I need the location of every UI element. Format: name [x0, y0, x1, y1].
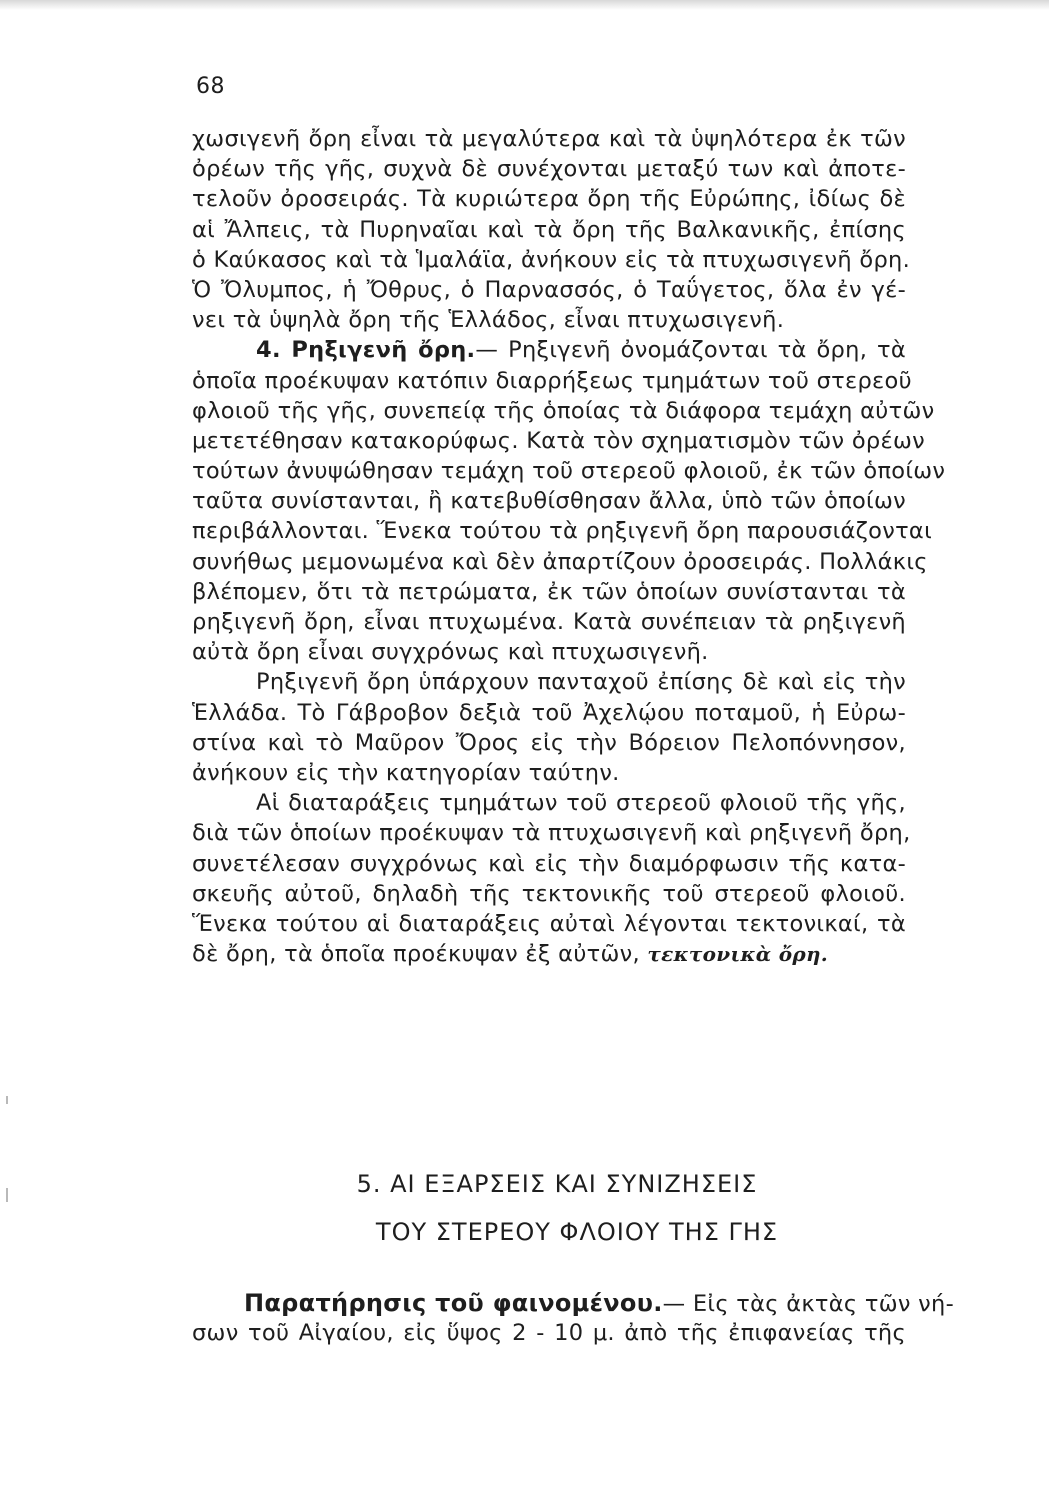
margin-mark: [6, 1096, 8, 1104]
tectonic-mountains-term: τεκτονικὰ ὄρη.: [647, 942, 829, 967]
text-line: τελοῦν ὀροσειράς. Τὰ κυριώτερα ὄρη τῆς Εὐρώπης, ἰδίως δὲ: [192, 186, 906, 213]
text-line: διὰ τῶν ὁποίων προέκυψαν τὰ πτυχωσιγενῆ καὶ ρηξιγενῆ ὄρη,: [192, 820, 911, 847]
text-line: ρηξιγενῆ ὄρη, εἶναι πτυχωμένα. Κατὰ συνέπειαν τὰ ρηξιγενῆ: [192, 609, 906, 635]
text-line: χωσιγενῆ ὄρη εἶναι τὰ μεγαλύτερα καὶ τὰ ὑψηλότερα ἐκ τῶν: [192, 126, 906, 152]
observation-first-line: [192, 1288, 954, 1318]
tectonic-last-line: [192, 939, 906, 969]
text-line: σων τοῦ Αἰγαίου, εἰς ὕψος 2 - 10 μ. ἀπὸ τῆς ἐπιφανείας τῆς: [192, 1320, 906, 1347]
text-line: φλοιοῦ τῆς γῆς, συνεπείᾳ τῆς ὁποίας τὰ διάφορα τεμάχη αὐτῶν: [192, 397, 935, 424]
text-line: αὐτὰ ὄρη εἶναι συγχρόνως καὶ πτυχωσιγενῆ.: [192, 639, 709, 666]
text-line: αἱ Ἄλπεις, τὰ Πυρηναῖαι καὶ τὰ ὄρη τῆς Βαλκανικῆς, ἐπίσης: [192, 216, 906, 243]
text-line: ὁποῖα προέκυψαν κατόπιν διαρρήξεως τμημάτων τοῦ στερεοῦ: [192, 367, 912, 394]
section-4-first-line-rest: — Ρηξιγενῆ ὀνομάζονται τὰ ὄρη, τὰ: [475, 337, 906, 364]
margin-mark: [6, 1188, 8, 1202]
text-line-start: δὲ ὄρη, τὰ ὁποῖα προέκυψαν ἐξ αὐτῶν,: [192, 941, 640, 968]
text-line: συνετέλεσαν συγχρόνως καὶ εἰς τὴν διαμόρφωσιν τῆς κατα-: [192, 850, 906, 877]
text-line: βλέπομεν, ὅτι τὰ πετρώματα, ἐκ τῶν ὁποίων συνίστανται τὰ: [192, 578, 906, 605]
text-line: στίνα καὶ τὸ Μαῦρον Ὄρος εἰς τὴν Βόρειον Πελοπόννησον,: [192, 729, 906, 756]
text-line: ὀρέων τῆς γῆς, συχνὰ δὲ συνέχονται μεταξύ των καὶ ἀποτε-: [192, 156, 906, 183]
scan-edge-shadow: [0, 0, 1049, 10]
observation-first-line-rest: — Εἰς τὰς ἀκτὰς τῶν νή-: [662, 1291, 954, 1317]
text-line: Ἑλλάδα. Τὸ Γάβροβον δεξιὰ τοῦ Ἀχελῴου ποταμοῦ, ἡ Εὐρω-: [192, 699, 906, 726]
section-5-title-line-2: ΤΟΥ ΣΤΕΡΕΟΥ ΦΛΟΙΟΥ ΤΗΣ ΓΗΣ: [375, 1218, 779, 1246]
text-line: Ρηξιγενῆ ὄρη ὑπάρχουν πανταχοῦ ἐπίσης δὲ καὶ εἰς τὴν: [256, 669, 906, 696]
observation-block: [192, 1288, 954, 1348]
page-number: 68: [196, 74, 225, 99]
section-4-heading: 4. Ρηξιγενῆ ὄρη.: [256, 337, 476, 364]
text-line: νει τὰ ὑψηλὰ ὄρη τῆς Ἑλλάδος, εἶναι πτυχωσιγενῆ.: [192, 307, 785, 334]
section-4-first-line: [192, 335, 906, 365]
text-line: τούτων ἀνυψώθησαν τεμάχη τοῦ στερεοῦ φλοιοῦ, ἐκ τῶν ὁποίων: [192, 458, 946, 485]
text-line: Ὁ Ὄλυμπος, ἡ Ὄθρυς, ὁ Παρνασσός, ὁ Ταΰγετος, ὅλα ἐν γέ-: [192, 276, 906, 303]
text-line: μετετέθησαν κατακορύφως. Κατὰ τὸν σχηματισμὸν τῶν ὀρέων: [192, 427, 925, 454]
observation-heading: Παρατήρησις τοῦ φαινομένου.: [244, 1289, 663, 1317]
text-line: ὁ Καύκασος καὶ τὰ Ἱμαλάϊα, ἀνήκουν εἰς τὰ πτυχωσιγενῆ ὄρη.: [192, 246, 911, 273]
section-5-title-line-1: 5. ΑΙ ΕΞΑΡΣΕΙΣ ΚΑΙ ΣΥΝΙΖΗΣΕΙΣ: [356, 1170, 758, 1198]
text-line: Αἱ διαταράξεις τμημάτων τοῦ στερεοῦ φλοιοῦ τῆς γῆς,: [256, 790, 906, 817]
text-line: ἀνήκουν εἰς τὴν κατηγορίαν ταύτην.: [192, 759, 620, 786]
body-text: [192, 124, 946, 969]
text-line: Ἕνεκα τούτου αἱ διαταράξεις αὐταὶ λέγονται τεκτονικαί, τὰ: [192, 910, 906, 937]
text-line: ταῦτα συνίστανται, ἢ κατεβυθίσθησαν ἄλλα, ὑπὸ τῶν ὁποίων: [192, 488, 906, 515]
text-line: περιβάλλονται. Ἕνεκα τούτου τὰ ρηξιγενῆ ὄρη παρουσιάζονται: [192, 518, 932, 545]
text-line: συνήθως μεμονωμένα καὶ δὲν ἀπαρτίζουν ὀροσειράς. Πολλάκις: [192, 548, 928, 575]
text-line: σκευῆς αὐτοῦ, δηλαδὴ τῆς τεκτονικῆς τοῦ στερεοῦ φλοιοῦ.: [192, 880, 906, 907]
